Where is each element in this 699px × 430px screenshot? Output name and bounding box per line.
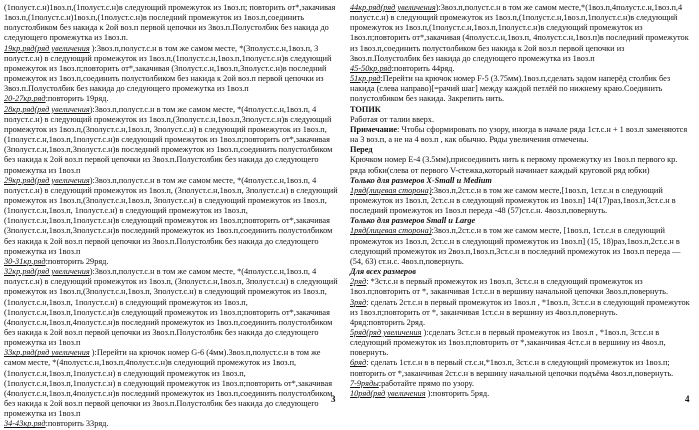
right-column-paragraph xyxy=(350,298,695,318)
row-heading: 7-9ряды xyxy=(350,378,379,388)
paragraph-text: : Чтобы сформировать по узору, иногда в начале ряда 1ст.с.н + 1 воз.п заменяются на 3 воз.п, а не на 4 воз.п , как обычно. Ряды увеличения отмечены. xyxy=(350,124,688,145)
paragraph-text: ):3воз.п,полуст.с.н в том же самом месте, *(4полуст.с.н,1воз.п, 4 полуст.с.н) в следующий промежуток из 1воз.п, (3полуст.с.н,1воз.п, 3полуст.с.н) в следующий промежуток из 1воз.п,(3полуст.с.н,1воз.п, 3полуст.с.н) в следующий промежуток из 1воз.п, (1полуст.с.н,1воз.п, 1полуст.с.н) в следующий промежуток из 1воз.п, (1полуст.с.н,1воз.п,1полуст.с.н)в следующий промежуток из 1воз.п;повторить от*,закачивая (4полуст.с.н,1воз.п,4полуст.с.н)в последний промежуток из 1воз.п,соединить полустолбиком без накида к 2ой воз.п первой цепочки из 3воз.п.Полустолбик без накида до следующего промежутка из 1воз.п xyxy=(4,267,338,348)
right-column-paragraph xyxy=(350,358,695,378)
row-heading: 3ряд xyxy=(350,297,367,307)
paragraph-text: ):3воз.п,полуст.с.н в том же самом месте, *(3полуст.с.н,1воз.п, 3 полуст.с.н) в следующий промежуток из 1воз.п,(1полуст.с.н,1воз.п,1полуст.с.н)в следующий промежуток из 1воз.п;повторить от*,закачивая (3полуст.с.н,1воз.п,3полуст.с.н)в последний промежуток из 1воз.п,соединить полустолбиком без накида к 2ой воз.п первой цепочки из 3воз.п.Полустолбик без накида до следующего промежутка из 1воз.п xyxy=(4,43,332,94)
row-heading: 5ряд(ряд увеличения xyxy=(350,328,422,337)
right-column-paragraph xyxy=(350,105,695,115)
left-column-paragraph xyxy=(4,94,342,104)
paragraph-text: : сделать 2ст.с.н в первый промежуток из 1воз.п , *1воз.п, 3ст.с.н в следующий промежуток из 1воз.п;повторить от *, заканчивая 1ст.с.н в вершину из 4воз.п,повернуть. xyxy=(350,297,690,317)
section-heading: Перед xyxy=(350,145,373,155)
left-column-paragraph xyxy=(4,105,342,176)
section-heading: Только для размеров X-Small и Medium xyxy=(350,175,492,185)
paragraph-text: 4ряд:повторить 2ряд. xyxy=(350,317,426,327)
left-column-paragraph xyxy=(4,176,342,257)
section-heading: Примечание xyxy=(350,124,398,134)
paragraph-text: Крючком номер Е-4 (3.5мм),присоединить нить к первому промежутку из 1воз.п первого кр. ряда юбки(слева от первого V-стежка,который начинает каждый круговой ряд юбки) xyxy=(350,155,678,175)
row-heading: 6ряд xyxy=(350,358,367,368)
right-column-paragraph xyxy=(350,186,695,216)
right-column-paragraph xyxy=(350,226,695,267)
paragraph-text: ):3воз.п,полуст.с.н в том же самом месте, *(4полуст.с.н,1воз.п, 4 полуст.с.н) в следующий промежуток из 1воз.п, (3полуст.с.н,1воз.п, 3полуст.с.н) в следующий промежуток из 1воз.п,(3полуст.с.н,1воз.п, 3полуст.с.н) в следующий промежуток из 1воз.п, (1полуст.с.н,1воз.п, 1полуст.с.н) в следующий промежуток из 1воз.п, (1полуст.с.н,1воз.п,1полуст.с.н)в следующий промежуток из 1воз.п;повторить от*,закачивая (3полуст.с.н,1воз.п,3полуст.с.н)в последний промежуток из 1воз.п,соединить полустолбиком без накида к 2ой воз.п первой цепочки из 3воз.п.Полустолбик без накида до следующего промежутка из 1воз.п xyxy=(4,175,338,256)
section-heading: Только для размеров Small и Large xyxy=(350,216,476,226)
right-column-paragraph xyxy=(350,3,695,64)
paragraph-text: :3воз.п,2ст.с.н в том же самом месте,[1воз.п, 1ст.с.н в следующий промежуток из 1воз.п, 2ст.с.н в следующий промежуток из 1воз.п] 14(17)раз,1воз.п,3ст.с.н в последний промежуток из 1воз.п переда -48 (57)ст.с.н. 4воз.п,повернуть. xyxy=(350,185,676,216)
paragraph-text: ):сделать 3ст.с.н в первый промежуток из 1воз.п , *1воз.п, 3ст.с.н в следующий промежуток из 1воз.п;повторить от *,заканчивая 4ст.с.н в вершину из 4воз.п, повернуть. xyxy=(350,328,666,358)
row-heading: 10ряд(ряд увеличения xyxy=(350,388,426,398)
paragraph-text: : *3ст.с.н в первый промежуток из 1воз.п, 3ст.с.н в следующий промежуток из 1воз.п;повторить от *, заканчивая 1ст.с.н в вершину начальной цепочки 3воз.п,повернуть. xyxy=(350,277,669,297)
paragraph-text: :3воз.п,2ст.с.н в том же самом месте, [1воз.п, 1ст.с.н в следующий промежуток из 1воз.п, 2ст.с.н в следующий промежуток из 1воз.п] (15, 18)раз,1воз.п,2ст.с.н в следующий промежуток из 2воз.п,1воз.п,3ст.с.н в последний промежуток из 1воз.п переда — (54, 63) ст.н.с. 4воз.п,повернуть. xyxy=(350,226,681,266)
left-column-paragraph xyxy=(4,3,342,44)
right-column-paragraph xyxy=(350,115,695,125)
paragraph-text: :Перейти на крючок номер F-5 (3.75мм).1воз.п,сделать задом наперёд столбик без накида (слева направо)[=рачий шаг] между каждой петлёй по нижнему краю.Соединить полустолбиком без накида. Закрепить нить. xyxy=(350,74,671,104)
paragraph-text: ):повторить 5ряд. xyxy=(425,388,490,398)
left-column-paragraph xyxy=(4,44,342,95)
row-heading: 19кр.ряд(ряд увеличения xyxy=(4,43,90,53)
paragraph-text: :повторить 44ряд. xyxy=(391,63,455,73)
paragraph-text: : сделать 1ст.с.н в в первый ст.с.н,*1воз.п, 3ст.с.н в следующий промежуток из 1воз.п; повторить от *,заканчивая 2ст.с.н в вершину начальной цепочки подъёма 4воз.п,повернуть. xyxy=(350,358,674,378)
row-heading: 33кр.ряд(ряд увеличения xyxy=(4,348,90,358)
row-heading: 32кр.ряд(ряд увеличения xyxy=(4,267,90,277)
row-heading: 45-50кр.ряд xyxy=(350,63,392,73)
paragraph-text: (1полуст.с.н)1воз.п,(1полуст.с.н)в следующий промежуток из 1воз.п; повторить от*,закачивая 1воз.п,(1полуст.с.н)1воз.п,(1полуст.с.н)в последний промежуток из 1воз.п,соединить полустолбиком без накида к 2ой воз.п первой цепочки из 3воз.п.Полустолбик без накида до следующего промежутка из 1воз.п. xyxy=(4,3,336,43)
section-heading: Для всех размеров xyxy=(350,267,416,277)
right-column-paragraph xyxy=(350,176,695,186)
right-column-paragraph xyxy=(350,74,695,104)
paragraph-text: :работайте прямо по узору. xyxy=(378,378,474,388)
row-heading: 20-27кр.ряд xyxy=(4,94,46,104)
left-column-paragraph xyxy=(4,419,342,429)
paragraph-text: ):Перейти на крючок номер G-6 (4мм).3воз.п,полуст.с.н в том же самом месте, *(4полуст.с.н,1воз.п,4полуст.с.н)в следующий промежуток из 1воз.п, (1полуст.с.н,1воз.п,1полуст.с.н) в следующий промежуток из 1воз.п,(1полуст.с.н,1воз.п,1полуст.с.н) в следующий промежуток из 1воз.п;повторить от*,закачивая (4полуст.с.н,1воз.п,4полуст.с.н)в последний промежуток из 1воз.п,соединить полустолбиком без накида к 2ой воз.п первой цепочки из 3воз.п.Полустолбик без накида до следующего промежутка из 1воз.п xyxy=(4,348,333,419)
right-column xyxy=(350,3,695,399)
right-column-paragraph xyxy=(350,267,695,277)
row-heading: 2ряд xyxy=(350,277,367,287)
paragraph-text: :повторить 19ряд. xyxy=(45,94,109,104)
right-column-paragraph xyxy=(350,64,695,74)
right-column-paragraph xyxy=(350,216,695,226)
row-heading: 1ряд(лицевая сторона) xyxy=(350,185,432,195)
row-heading: 51кр.ряд xyxy=(350,74,381,84)
left-column-paragraph xyxy=(4,257,342,267)
paragraph-text: ):3воз.п,полуст.с.н в том же самом месте,*(1воз.п,4полуст.с.н,1воз.п,4 полуст.с.н) в следующий промежуток из 1воз.п,(1полуст.с.н,1воз.п,1полуст.с.н)в следующий промежуток из 1воз.п,(1полуст.с.н,1воз.п,1полуст.с.н)в следующий промежуток из 1воз.п;повторить от*,закачивая (4полуст.с.н,1воз.п, 4полуст.с.н,1воз.п)в последний промежуток из 1воз.п,соединить полустолбиком без накида к 2ой воз.п первой цепочки из 3воз.п.Полустолбик без накида до следующего промежутка из 1воз.п xyxy=(350,3,689,63)
row-heading: 28кр.ряд(ряд увеличения xyxy=(4,104,90,114)
page-number-left: 3 xyxy=(331,394,336,404)
row-heading: 44кр.ряд(ряд увеличения xyxy=(350,3,436,12)
right-column-paragraph xyxy=(350,145,695,155)
row-heading: 1ряд(лицевая сторона) xyxy=(350,226,432,236)
row-heading: 29кр.ряд(ряд увеличения xyxy=(4,175,90,185)
right-column-paragraph xyxy=(350,125,695,145)
paragraph-text: ):3воз.п,полуст.с.н в том же самом месте, *(4полуст.с.н,1воз.п, 4 полуст.с.н) в следующий промежуток из 1воз.п,(3полуст.с.н,1воз.п,3полуст.с.н)в следующий промежуток из 1воз.п,(3полуст.с.н,1воз.п, 3полуст.с.н) в следующий промежуток из 1воз.п,(1полуст.с.н,1воз.п,1полуст.с.н)в следующий промежуток из 1воз.п;повторить от*,закачивая (3полуст.с.н,1воз.п,3полуст.с.н)в последний промежуток из 1воз.п,соединить полустолбиком без накида к 2ой воз.п первой цепочки из 3воз.п.Полустолбик без накида до следующего промежутка из 1воз.п xyxy=(4,104,333,175)
right-column-paragraph xyxy=(350,379,695,389)
right-column-paragraph xyxy=(350,277,695,297)
left-column-paragraph xyxy=(4,348,342,419)
right-column-paragraph xyxy=(350,389,695,399)
right-column-paragraph xyxy=(350,328,695,358)
section-heading: ТОПИК xyxy=(350,104,381,114)
right-column-paragraph xyxy=(350,318,695,328)
paragraph-text: :повторить 29ряд. xyxy=(45,256,109,266)
row-heading: 34-43кр.ряд xyxy=(4,419,46,429)
left-column xyxy=(4,3,342,430)
paragraph-text: Работая от талии вверх. xyxy=(350,114,435,124)
right-column-paragraph xyxy=(350,155,695,175)
left-column-paragraph xyxy=(4,267,342,348)
paragraph-text: :повторить 33ряд. xyxy=(45,419,109,429)
row-heading: 30-31кр.ряд xyxy=(4,256,46,266)
page-number-right: 4 xyxy=(685,394,690,404)
